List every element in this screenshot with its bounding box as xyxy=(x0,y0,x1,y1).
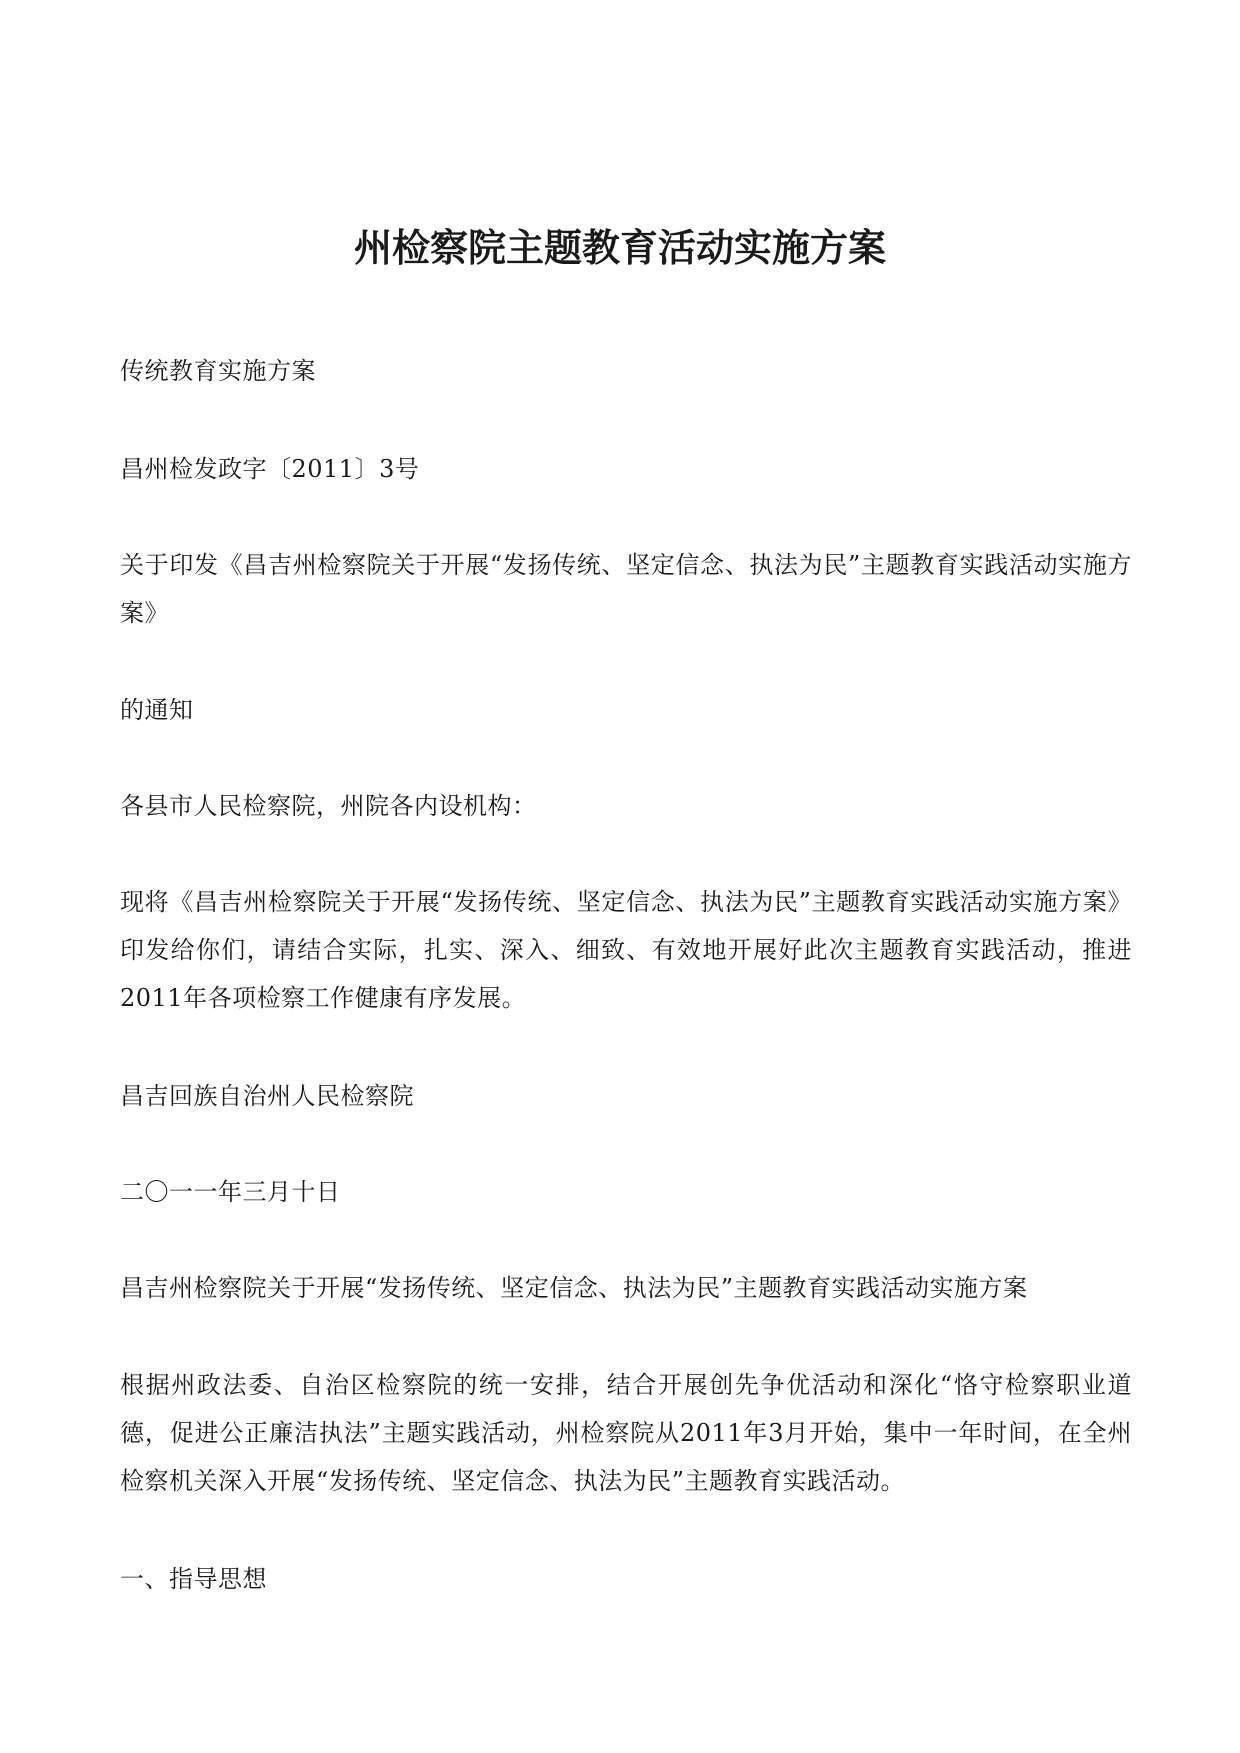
document-title: 州检察院主题教育活动实施方案 xyxy=(353,225,886,270)
body-paragraph: 现将《昌吉州检察院关于开展“发扬传统、坚定信念、执法为民”主题教育实践活动实施方案》印发给你们，请结合实际，扎实、深入、细致、有效地开展好此次主题教育实践活动，推进2011年各项检察工作健康有序发展。 xyxy=(120,888,1132,1012)
recipients-paragraph: 各县市人民检察院，州院各内设机构： xyxy=(120,792,537,820)
section-heading: 一、指导思想 xyxy=(120,1565,267,1593)
notice-heading-paragraph: 关于印发《昌吉州检察院关于开展“发扬传统、坚定信念、执法为民”主题教育实践活动实施方案》 xyxy=(120,551,1132,627)
date-paragraph: 二〇一一年三月十日 xyxy=(120,1178,341,1206)
notice-heading-continuation: 的通知 xyxy=(120,696,194,724)
body-paragraph: 根据州政法委、自治区检察院的统一安排，结合开展创先争优活动和深化“恪守检察职业道德，促进公正廉洁执法”主题实践活动，州检察院从2011年3月开始，集中一年时间，在全州检察机关深入开展“发扬传统、坚定信念、执法为民”主题教育实践活动。 xyxy=(120,1371,1132,1495)
subtitle-paragraph: 传统教育实施方案 xyxy=(120,357,316,385)
plan-title-paragraph: 昌吉州检察院关于开展“发扬传统、坚定信念、执法为民”主题教育实践活动实施方案 xyxy=(120,1274,1028,1302)
document-number: 昌州检发政字〔2011〕3号 xyxy=(120,455,420,483)
issuer-paragraph: 昌吉回族自治州人民检察院 xyxy=(120,1082,414,1110)
